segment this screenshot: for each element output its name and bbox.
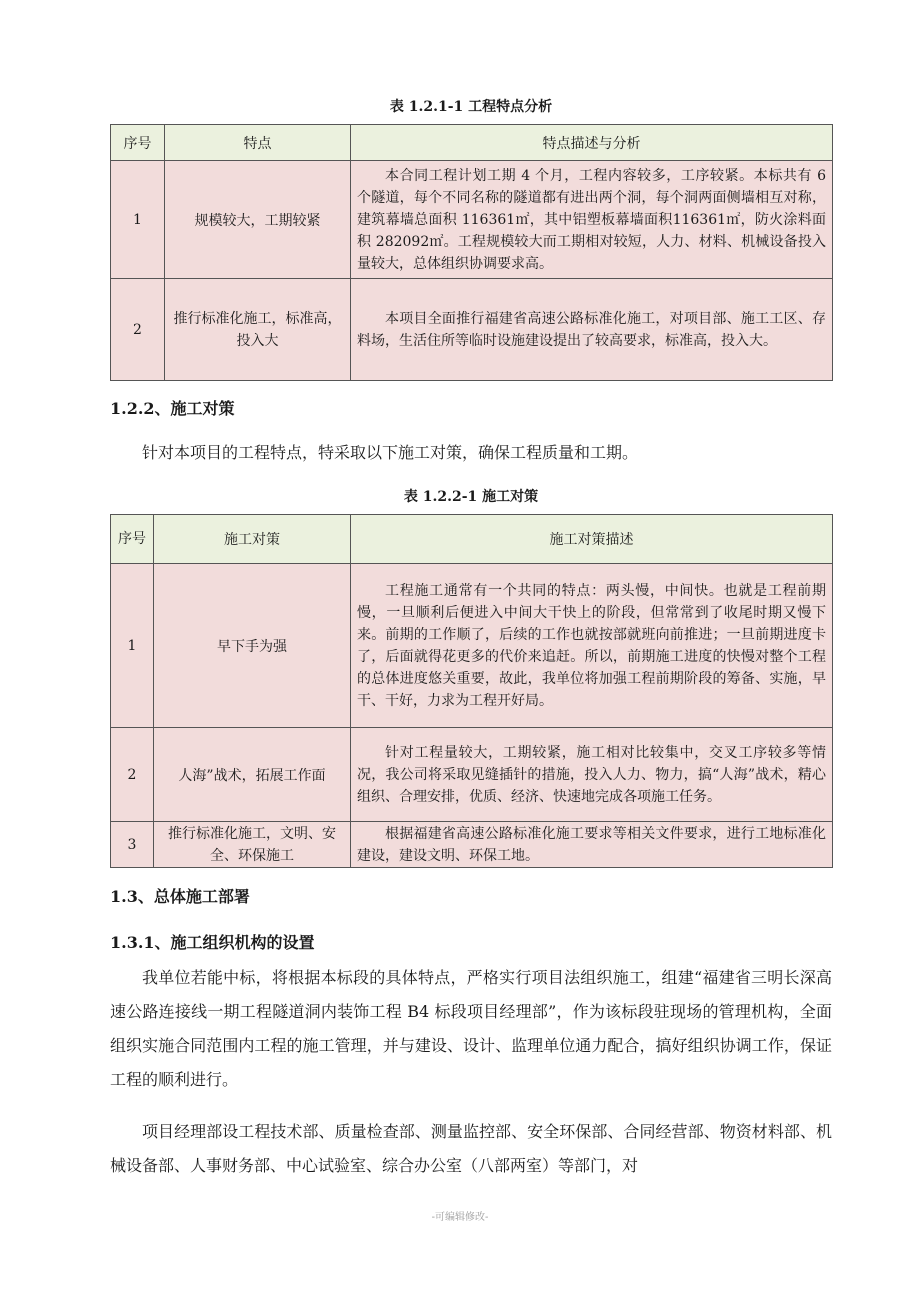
table-project-features (110, 124, 833, 381)
table-header-row (111, 125, 833, 161)
row-feature: 推行标准化施工，标准高，投入大 (165, 279, 351, 381)
body-paragraph: 项目经理部设工程技术部、质量检查部、测量监控部、安全环保部、合同经营部、物资材料部、机械设备部、人事财务部、中心试验室、综合办公室（八部两室）等部门，对 (110, 1122, 832, 1175)
row-no: 1 (111, 161, 165, 279)
row-desc: 工程施工通常有一个共同的特点：两头慢，中间快。也就是工程前期慢，一旦顺利后便进入中间大干快上的阶段，但常常到了收尾时期又慢下来。前期的工作顺了，后续的工作也就按部就班向前推进；一旦前期进度卡了，后面就得花更多的代价来追赶。所以，前期施工进度的快慢对整个工程的总体进度悠关重要，故此，我单位将加强工程前期阶段的筹备、实施，早干、干好，力求为工程开好局。 (351, 564, 833, 728)
header-no: 序号 (111, 125, 165, 161)
row-no: 3 (111, 822, 154, 868)
header-feature: 特点 (165, 125, 351, 161)
row-feature: 规模较大，工期较紧 (165, 161, 351, 279)
row-desc: 针对工程量较大，工期较紧，施工相对比较集中，交叉工序较多等情况，我公司将采取见缝插针的措施，投入人力、物力，搞“人海”战术，精心组织、合理安排，优质、经济、快速地完成各项施工任务。 (351, 728, 833, 822)
table-row (111, 279, 833, 381)
header-no: 序号 (111, 515, 154, 564)
header-measure: 施工对策 (154, 515, 351, 564)
table-row (111, 161, 833, 279)
header-desc: 特点描述与分析 (351, 125, 833, 161)
header-desc: 施工对策描述 (351, 515, 833, 564)
table-row (111, 728, 833, 822)
row-measure: 推行标准化施工，文明、安全、环保施工 (154, 822, 351, 868)
row-no: 2 (111, 728, 154, 822)
section-heading-1-2-2: 1.2.2、施工对策 (110, 399, 235, 418)
table1-caption: 表 1.2.1-1 工程特点分析 (389, 99, 553, 115)
table2-caption: 表 1.2.2-1 施工对策 (403, 489, 539, 505)
row-desc: 本项目全面推行福建省高速公路标准化施工，对项目部、施工工区、存料场，生活住所等临时设施建设提出了较高要求，标准高，投入大。 (351, 279, 833, 381)
body-paragraph: 我单位若能中标，将根据本标段的具体特点，严格实行项目法组织施工，组建“福建省三明长深高速公路连接线一期工程隧道洞内装饰工程 B4 标段项目经理部”，作为该标段驻现场的管理机构，全面组织实施合同范围内工程的施工管理，并与建设、设计、监理单位通力配合，搞好组织协调工作，保证工程的顺利进行。 (110, 968, 832, 1089)
section-heading-1-3: 1.3、总体施工部署 (110, 887, 250, 906)
section-heading-1-3-1: 1.3.1、施工组织机构的设置 (110, 933, 315, 952)
row-no: 2 (111, 279, 165, 381)
row-desc: 本合同工程计划工期 4 个月，工程内容较多，工序较紧。本标共有 6 个隧道，每个不同名称的隧道都有进出两个洞，每个洞两面侧墙相互对称，建筑幕墙总面积 116361㎡，其中铝塑板幕墙面积116361㎡，防火涂料面积 282092㎡。工程规模较大而工期相对较短，人力、材料、机械设备投入量较大，总体组织协调要求高。 (351, 161, 833, 279)
row-no: 1 (111, 564, 154, 728)
row-measure: 人海”战术，拓展工作面 (154, 728, 351, 822)
table-construction-measures (110, 514, 833, 868)
section-intro: 针对本项目的工程特点，特采取以下施工对策，确保工程质量和工期。 (142, 443, 639, 462)
table-header-row (111, 515, 833, 564)
table-row (111, 564, 833, 728)
row-measure: 早下手为强 (154, 564, 351, 728)
table-row (111, 822, 833, 868)
page-footer: -可编辑修改- (431, 1212, 489, 1223)
row-desc: 根据福建省高速公路标准化施工要求等相关文件要求，进行工地标准化建设，建设文明、环保工地。 (351, 822, 833, 868)
